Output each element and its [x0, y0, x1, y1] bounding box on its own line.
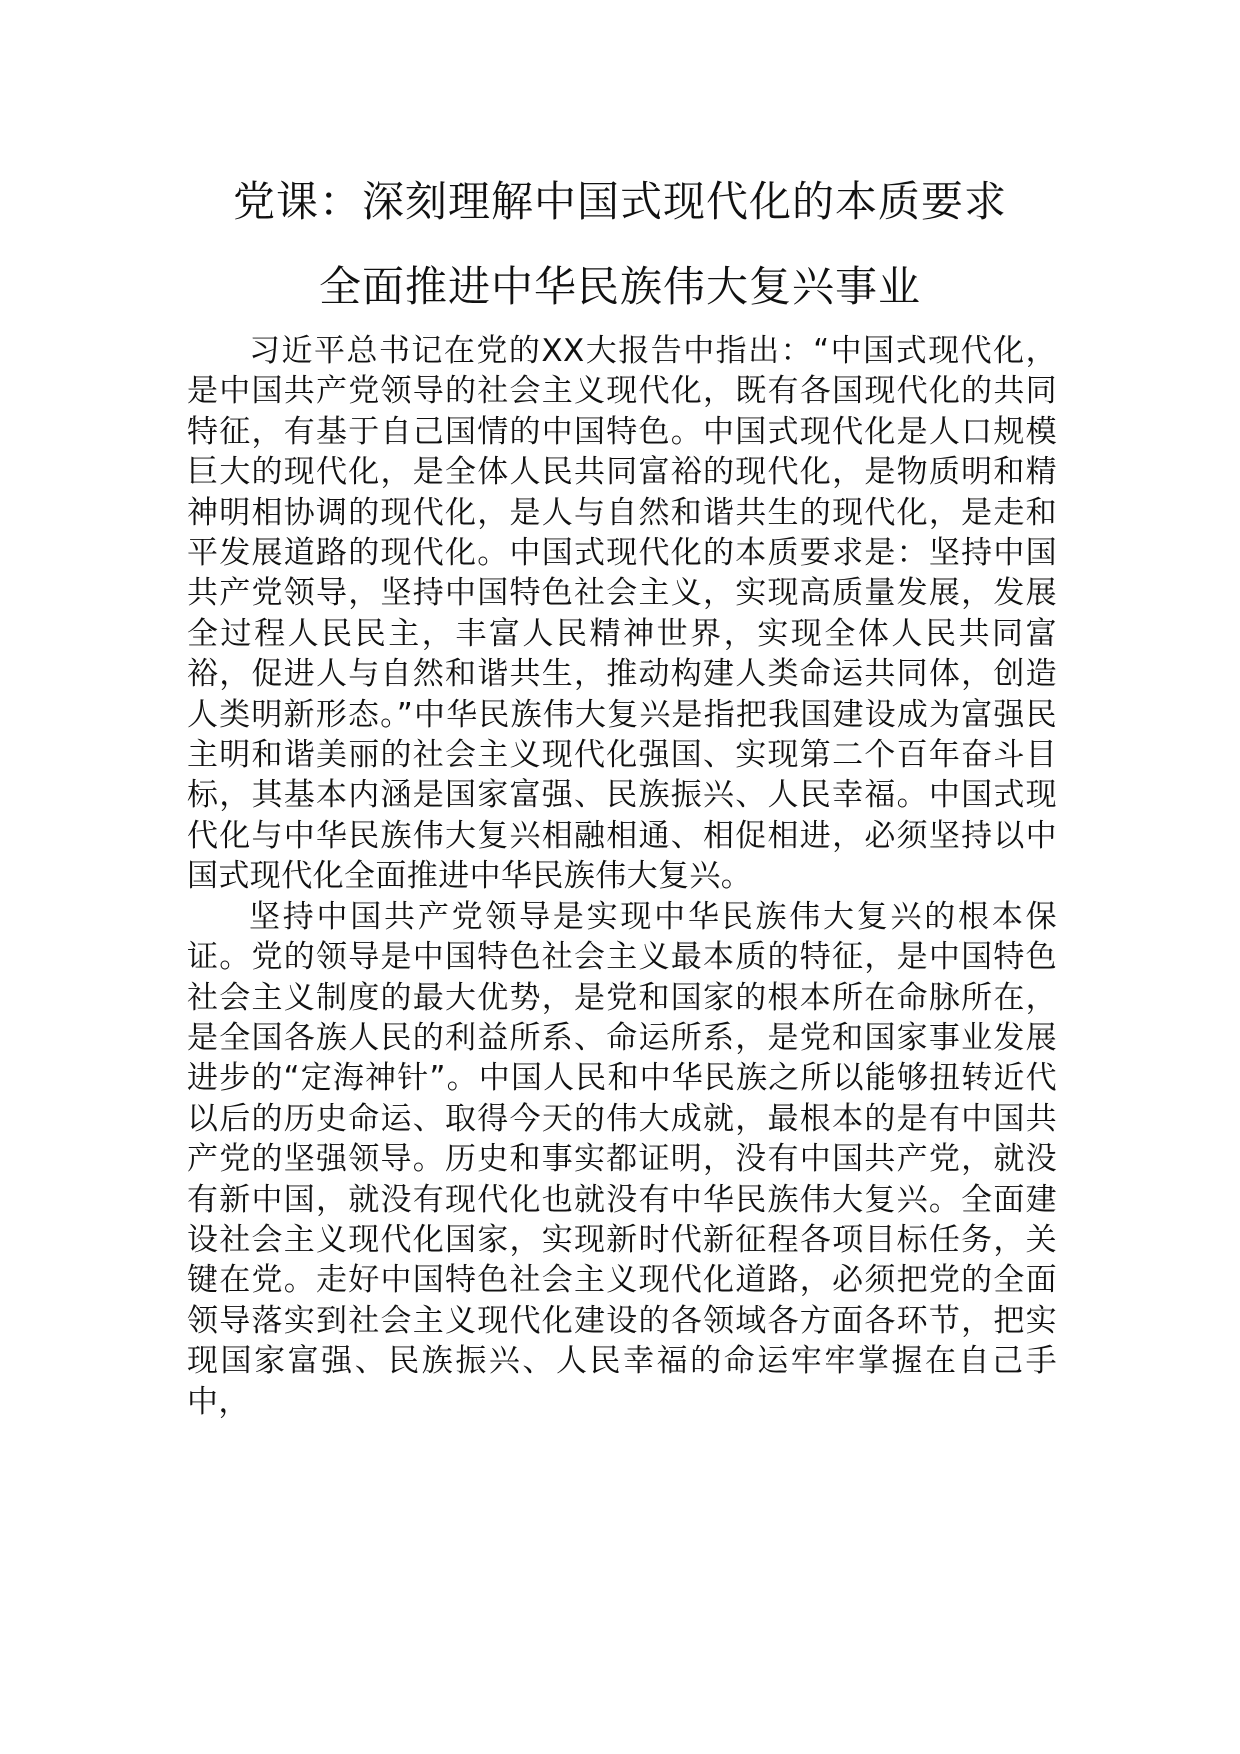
body-paragraph-2: 坚持中国共产党领导是实现中华民族伟大复兴的根本保证。党的领导是中国特色社会主义最本质的特征，是中国特色社会主义制度的最大优势，是党和国家的根本所在命脉所在，是全国各族人民的利益所系、命运所系，是党和国家事业发展进步的“定海神针”。中国人民和中华民族之所以能够扭转近代以后的历史命运、取得今天的伟大成就，最根本的是有中国共产党的坚强领导。历史和事实都证明，没有中国共产党，就没有新中国，就没有现代化也就没有中华民族伟大复兴。全面建设社会主义现代化国家，实现新时代新征程各项目标任务，关键在党。走好中国特色社会主义现代化道路，必须把党的全面领导落实到社会主义现代化建设的各领域各方面各环节，把实现国家富强、民族振兴、人民幸福的命运牢牢掌握在自己手中， — [187, 898, 1057, 1420]
body-paragraph-1: 习近平总书记在党的XX大报告中指出：“中国式现代化，是中国共产党领导的社会主义现代化，既有各国现代化的共同特征，有基于自己国情的中国特色。中国式现代化是人口规模巨大的现代化，是全体人民共同富裕的现代化，是物质明和精神明相协调的现代化，是人与自然和谐共生的现代化，是走和平发展道路的现代化。中国式现代化的本质要求是：坚持中国共产党领导，坚持中国特色社会主义，实现高质量发展，发展全过程人民民主，丰富人民精神世界，实现全体人民共同富裕，促进人与自然和谐共生，推动构建人类命运共同体，创造人类明新形态。”中华民族伟大复兴是指把我国建设成为富强民主明和谐美丽的社会主义现代化强国、实现第二个百年奋斗目标，其基本内涵是国家富强、民族振兴、人民幸福。中国式现代化与中华民族伟大复兴相融相通、相促相进，必须坚持以中国式现代化全面推进中华民族伟大复兴。 — [187, 333, 1057, 895]
document-title-line-2: 全面推进中华民族伟大复兴事业 — [318, 262, 921, 311]
document-title-line-1: 党课：深刻理解中国式现代化的本质要求 — [232, 177, 1007, 226]
document-body — [187, 331, 1057, 1422]
